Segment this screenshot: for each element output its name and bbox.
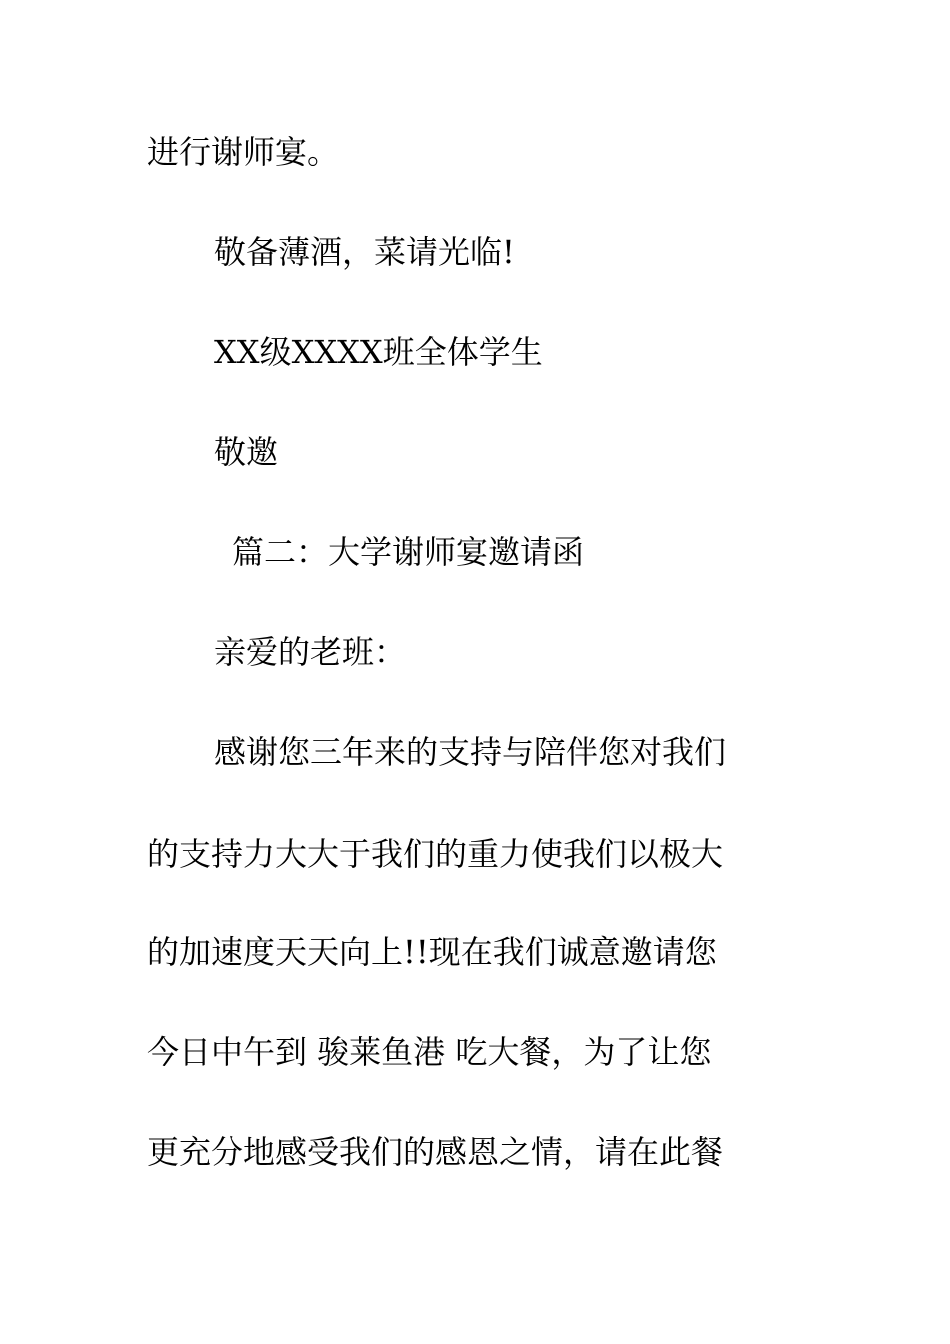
- paragraph-line: 的支持力大大于我们的重力使我们以极大: [147, 835, 724, 873]
- section-heading: 篇二：大学谢师宴邀请函: [232, 533, 585, 571]
- paragraph-line: 更充分地感受我们的感恩之情，请在此餐: [147, 1133, 724, 1171]
- invitation-closing-line: 敬备薄酒，菜请光临!: [214, 233, 515, 271]
- paragraph-line: 的加速度天天向上!!现在我们诚意邀请您: [147, 933, 717, 971]
- salutation-line: 亲爱的老班：: [214, 633, 407, 671]
- sender-line: XX级XXXX班全体学生: [214, 333, 543, 371]
- paragraph-line: 今日中午到 骏莱鱼港 吃大餐，为了让您: [147, 1033, 712, 1071]
- paragraph-line: 感谢您三年来的支持与陪伴您对我们: [214, 733, 727, 771]
- signoff-line: 敬邀: [214, 433, 279, 471]
- body-text-line: 进行谢师宴。: [147, 133, 340, 171]
